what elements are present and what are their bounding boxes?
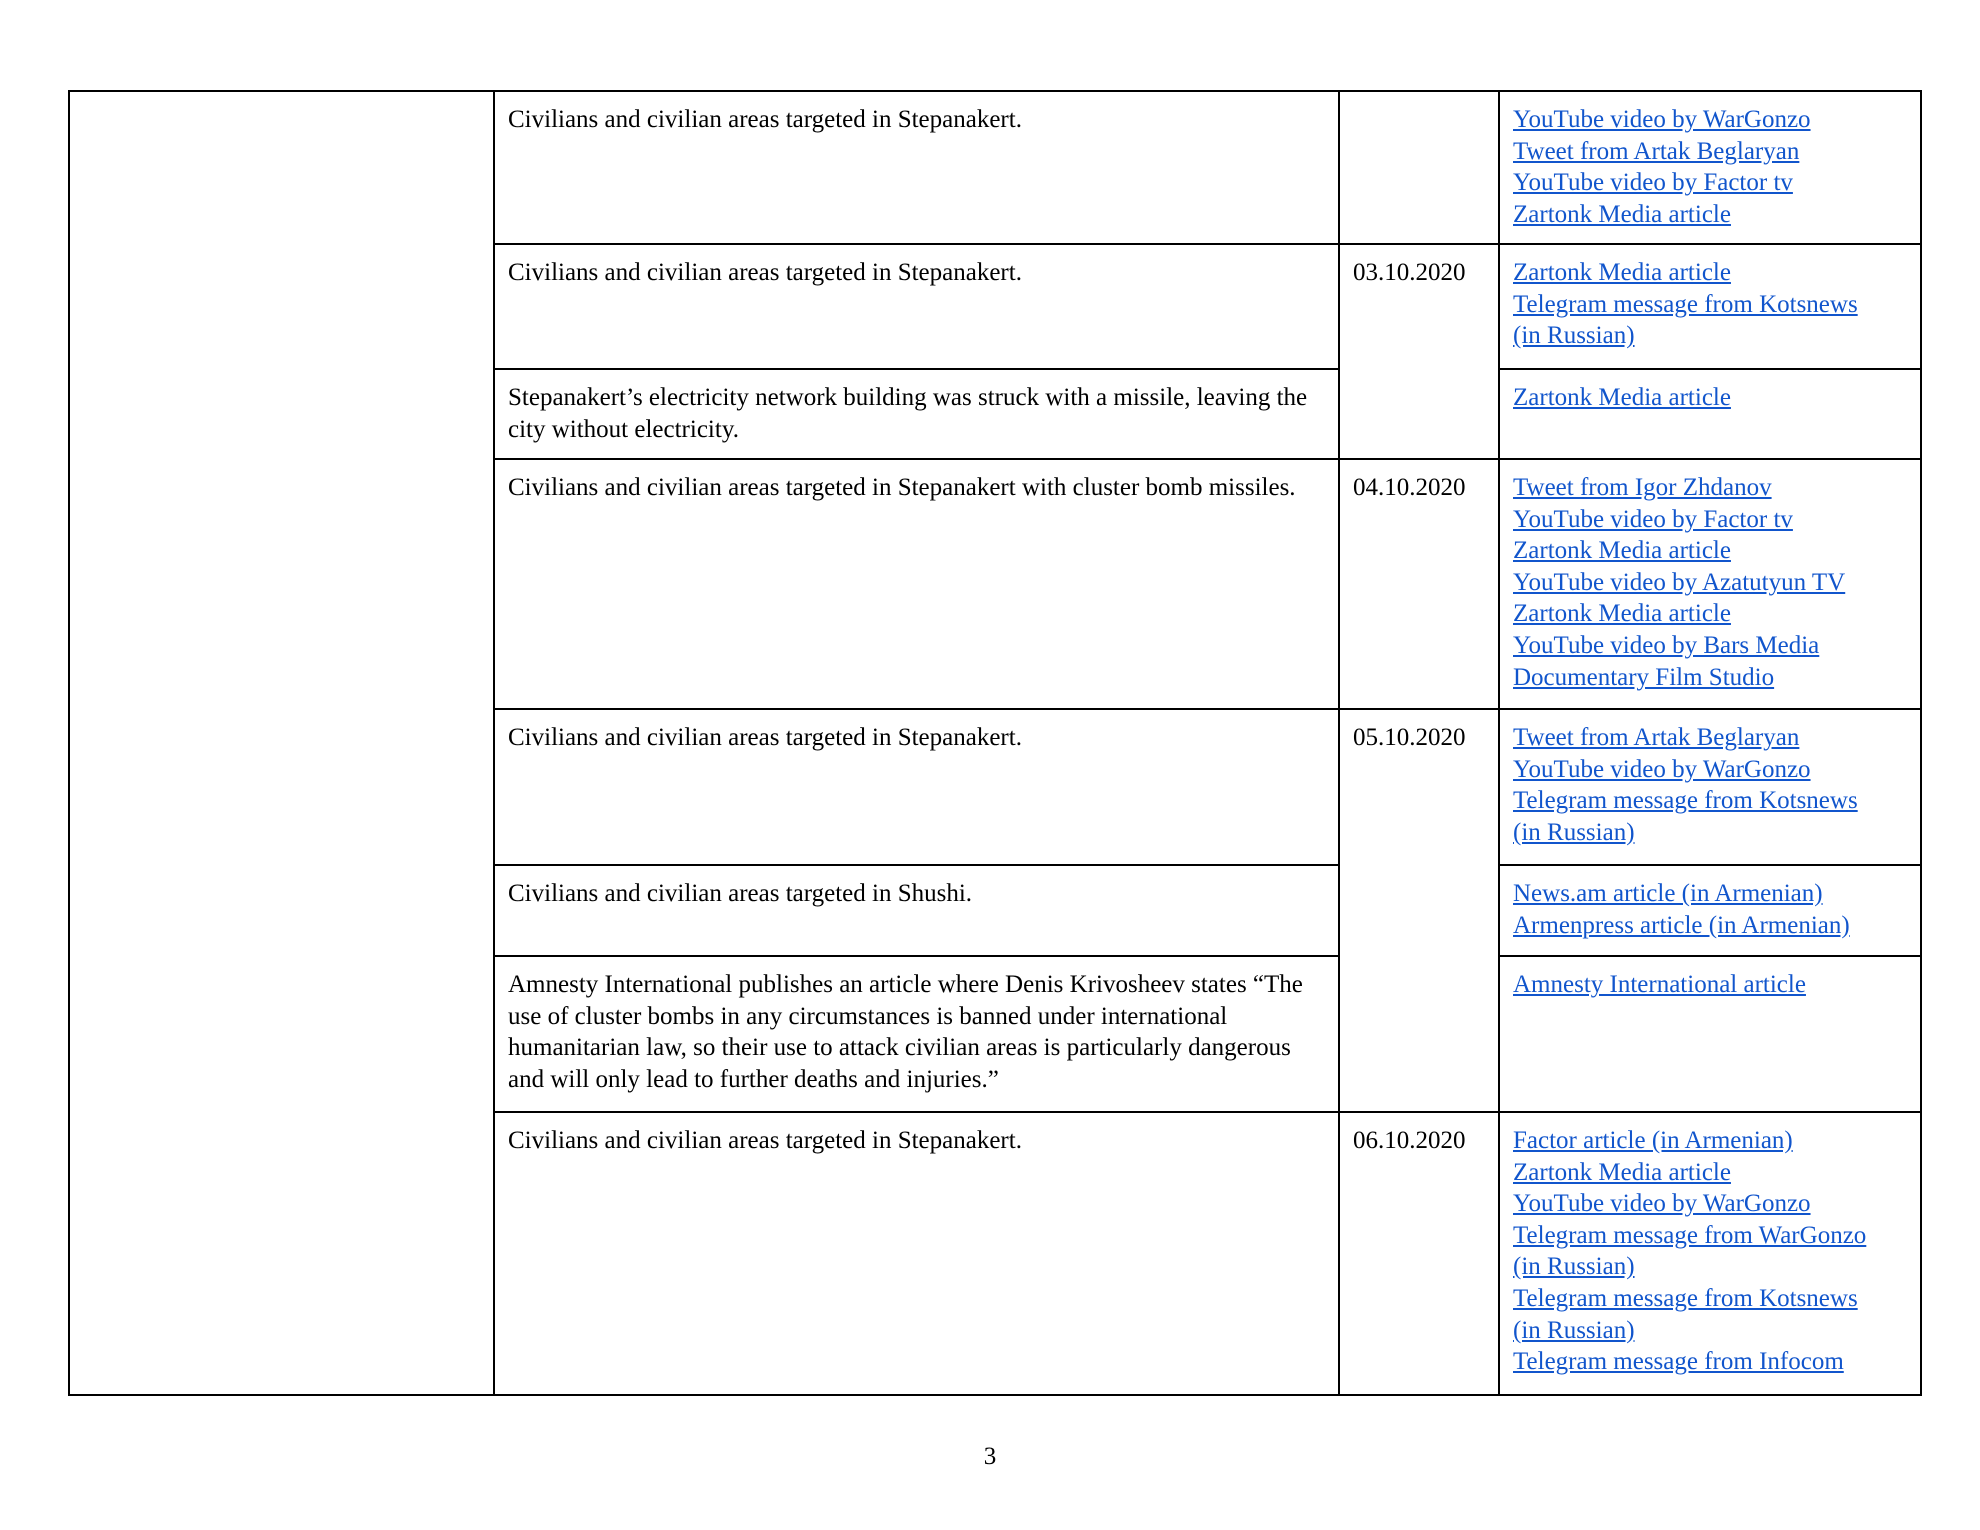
source-link[interactable]: News.am article (in Armenian) [1513,880,1823,907]
page-number: 3 [983,1443,997,1470]
event-cell [494,865,1339,956]
source-link[interactable]: Tweet from Igor Zhdanov [1513,474,1772,501]
event-text: Civilians and civilian areas targeted in Stepanakert. [508,106,1022,133]
event-text: Stepanakert’s electricity network building was struck with a missile, leaving the city without electricity. [508,384,1308,443]
left-category-cell [69,91,494,1395]
date-text: 05.10.2020 [1353,724,1466,751]
source-link[interactable]: YouTube video by Factor tv [1513,169,1793,197]
date-cell [1339,1112,1499,1395]
source-link[interactable]: Tweet from Artak Beglaryan [1513,137,1800,165]
sources-cell [1499,1112,1921,1395]
sources-cell [1499,369,1921,459]
source-link[interactable]: YouTube video by WarGonzo [1513,755,1811,783]
source-link[interactable]: YouTube video by Azatutyun TV [1513,568,1846,596]
sources-cell [1499,91,1921,244]
source-link[interactable]: Telegram message from Kotsnews [1513,787,1858,815]
date-text: 03.10.2020 [1353,259,1466,286]
source-link[interactable]: Telegram message from Infocom [1513,1348,1844,1376]
source-link[interactable]: Zartonk Media article [1513,384,1731,411]
date-cell [1339,459,1499,709]
event-cell [494,91,1339,244]
source-link[interactable]: Zartonk Media article [1513,600,1731,628]
event-text: Civilians and civilian areas targeted in Stepanakert. [508,724,1022,751]
source-link[interactable]: Armenpress article (in Armenian) [1513,911,1850,939]
source-link[interactable]: YouTube video by Bars Media [1513,631,1820,659]
source-link[interactable]: YouTube video by WarGonzo [1513,106,1811,133]
sources-cell [1499,956,1921,1112]
source-link[interactable]: Telegram message from WarGonzo [1513,1221,1867,1249]
source-link[interactable]: (in Russian) [1513,1316,1635,1344]
source-link[interactable]: Zartonk Media article [1513,259,1731,286]
source-link[interactable]: Telegram message from Kotsnews [1513,290,1858,318]
events-table [68,90,1922,1396]
event-cell [494,369,1339,459]
date-text: 06.10.2020 [1353,1127,1466,1154]
sources-cell [1499,459,1921,709]
date-cell [1339,91,1499,244]
source-link[interactable]: Tweet from Artak Beglaryan [1513,724,1800,751]
sources-cell [1499,865,1921,956]
event-cell [494,709,1339,865]
source-link[interactable]: Documentary Film Studio [1513,663,1775,691]
event-text: Civilians and civilian areas targeted in Stepanakert. [508,259,1022,286]
date-cell [1339,244,1499,459]
event-text: Civilians and civilian areas targeted in Stepanakert. [508,1127,1022,1154]
source-link[interactable]: YouTube video by WarGonzo [1513,1190,1811,1218]
date-cell [1339,709,1499,1112]
source-link[interactable]: (in Russian) [1513,322,1635,350]
source-link[interactable]: (in Russian) [1513,1253,1635,1281]
sources-cell [1499,709,1921,865]
source-link[interactable]: Factor article (in Armenian) [1513,1127,1793,1154]
source-link[interactable]: (in Russian) [1513,818,1635,846]
sources-cell [1499,244,1921,369]
event-cell [494,956,1339,1112]
source-link[interactable]: YouTube video by Factor tv [1513,505,1793,533]
source-link[interactable]: Zartonk Media article [1513,537,1731,565]
event-text: Civilians and civilian areas targeted in Shushi. [508,880,973,907]
date-text: 04.10.2020 [1353,474,1466,501]
event-text: Amnesty International publishes an article where Denis Krivosheev states “The use of cluster bombs in any circumstances is banned under international humanitarian law, so their use to attack civilian areas is particularly dangerous and will only lead to further deaths and injuries.” [508,971,1303,1093]
event-cell [494,244,1339,369]
event-cell [494,459,1339,709]
event-cell [494,1112,1339,1395]
source-link[interactable]: Telegram message from Kotsnews [1513,1284,1858,1312]
source-link[interactable]: Zartonk Media article [1513,1158,1731,1186]
event-text: Civilians and civilian areas targeted in Stepanakert with cluster bomb missiles. [508,474,1296,501]
source-link[interactable]: Amnesty International article [1513,971,1806,998]
table-row [69,91,1921,244]
source-link[interactable]: Zartonk Media article [1513,200,1731,228]
